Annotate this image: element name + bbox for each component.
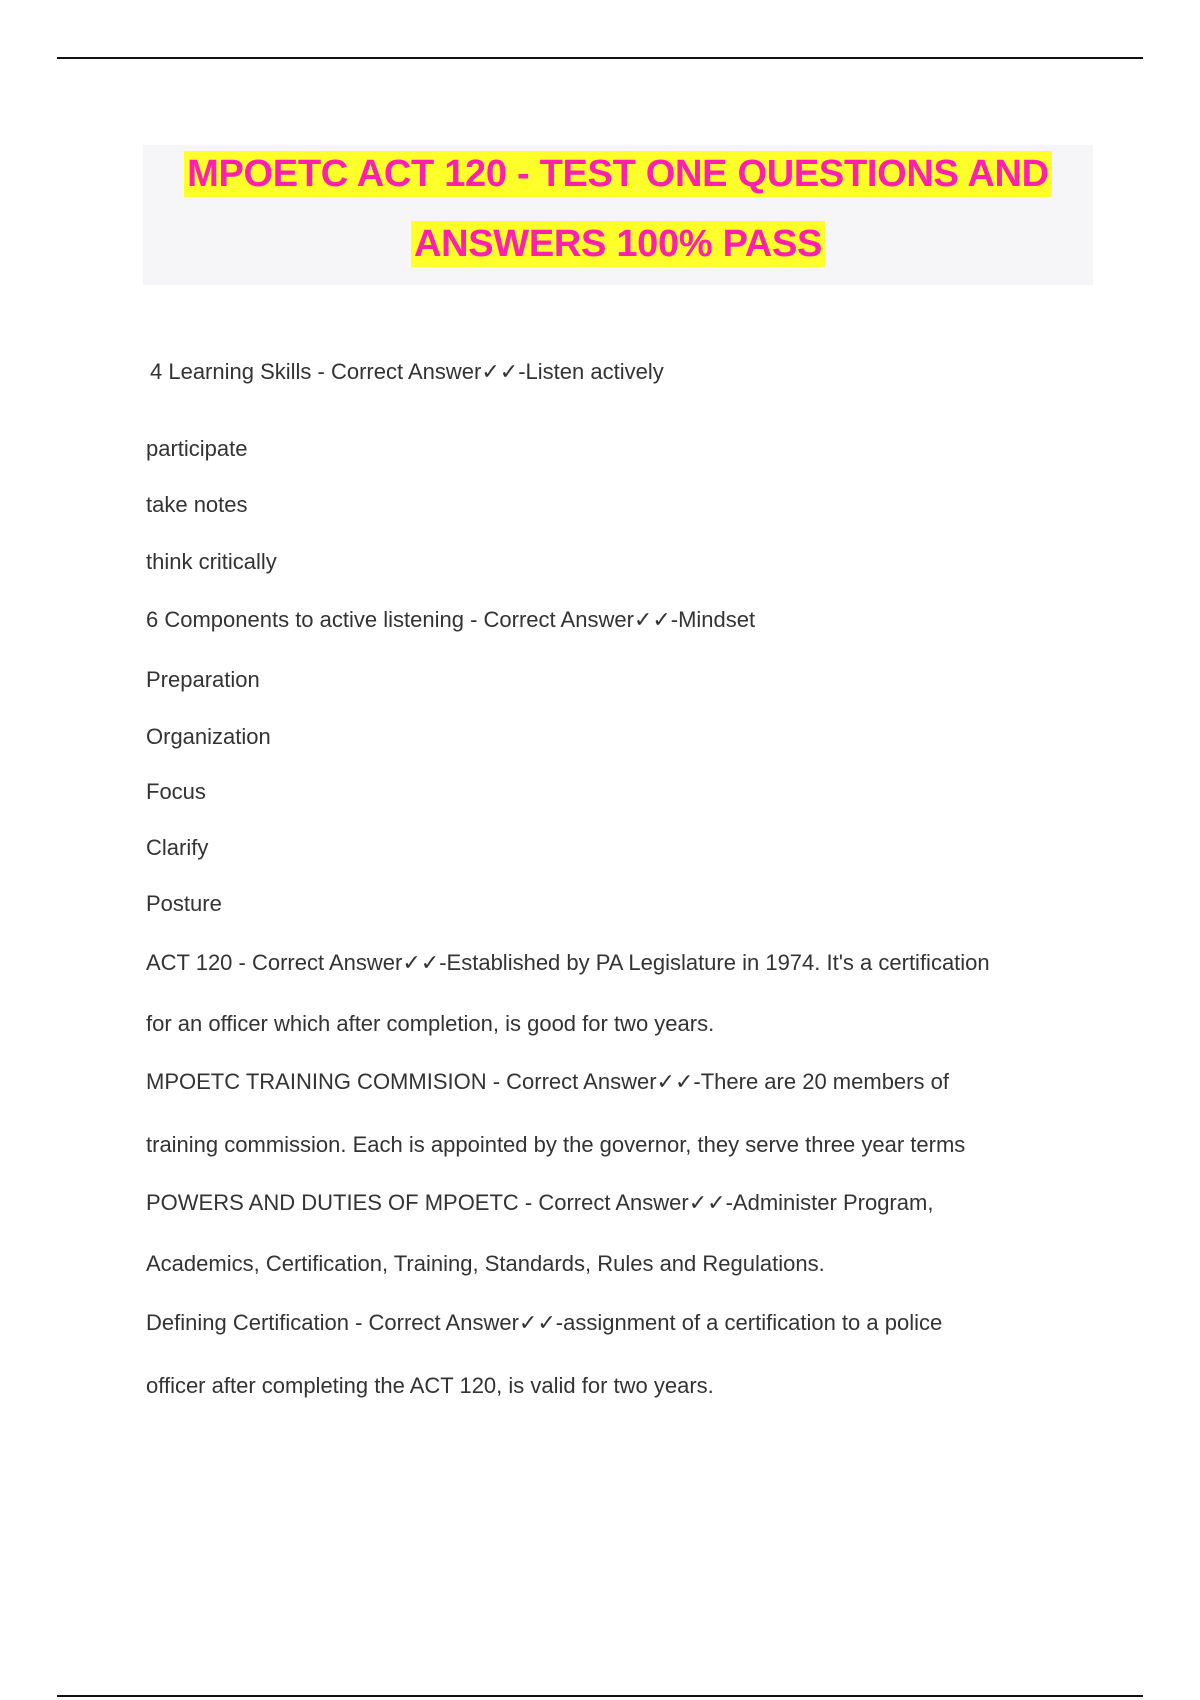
answer-line: for an officer which after completion, is good for two years. (146, 1011, 715, 1036)
question-learning-skills: 4 Learning Skills - Correct Answer✓✓-Listen actively (150, 359, 664, 384)
document-title-line-2: ANSWERS 100% PASS (411, 221, 825, 267)
question-training-commision: MPOETC TRAINING COMMISION - Correct Answer✓✓-There are 20 members of (146, 1069, 949, 1094)
document-title-line-1: MPOETC ACT 120 - TEST ONE QUESTIONS AND (184, 151, 1052, 197)
answer-line: Posture (146, 891, 222, 916)
answer-line: Focus (146, 779, 206, 804)
answer-line: officer after completing the ACT 120, is valid for two years. (146, 1373, 714, 1398)
answer-line: think critically (146, 549, 277, 574)
question-act-120: ACT 120 - Correct Answer✓✓-Established by PA Legislature in 1974. It's a certification (146, 950, 990, 975)
question-powers-and-duties: POWERS AND DUTIES OF MPOETC - Correct Answer✓✓-Administer Program, (146, 1190, 934, 1215)
answer-line: Organization (146, 724, 271, 749)
question-defining-certification: Defining Certification - Correct Answer✓✓-assignment of a certification to a police (146, 1310, 943, 1335)
answer-line: Preparation (146, 667, 260, 692)
answer-line: training commission. Each is appointed by the governor, they serve three year terms (146, 1132, 966, 1157)
question-active-listening: 6 Components to active listening - Correct Answer✓✓-Mindset (146, 607, 756, 632)
answer-line: Clarify (146, 835, 209, 860)
bottom-rule (57, 1695, 1143, 1697)
answer-line: take notes (146, 492, 248, 517)
answer-line: participate (146, 436, 248, 461)
answer-line: Academics, Certification, Training, Standards, Rules and Regulations. (146, 1251, 825, 1276)
top-rule (57, 57, 1143, 59)
title-block (143, 145, 1093, 285)
